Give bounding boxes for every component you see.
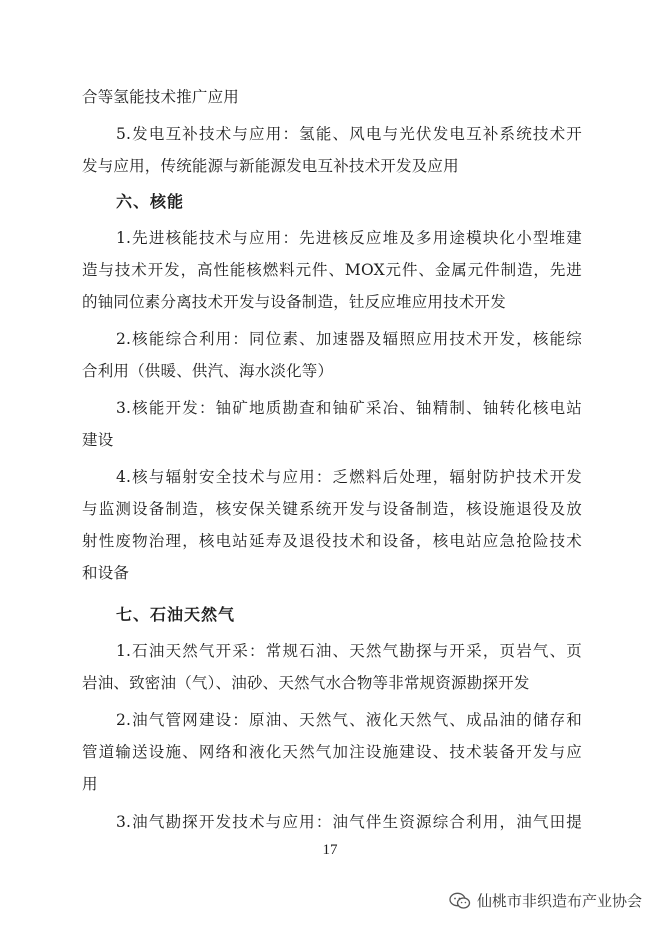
- text-line: 与监测设备制造，核安保关键系统开发与设备制造，核设施退役及放: [82, 500, 582, 518]
- text-line: 1.先进核能技术与应用：先进核反应堆及多用途模块化小型堆建: [116, 229, 582, 247]
- text-line: 用: [82, 775, 98, 793]
- text-line: 合利用（供暖、供汽、海水淡化等）: [82, 362, 334, 380]
- section-heading-nuclear: 六、核能: [116, 192, 185, 211]
- text-line: 3.核能开发：铀矿地质勘查和铀矿采冶、铀精制、铀转化核电站: [116, 399, 582, 417]
- wechat-watermark: [449, 890, 642, 911]
- text-line: 的铀同位素分离技术开发与设备制造，钍反应堆应用技术开发: [82, 293, 506, 311]
- wechat-icon: [449, 892, 471, 910]
- text-line: 1.石油天然气开采：常规石油、天然气勘探与开采，页岩气、页: [116, 642, 582, 660]
- text-line: 2.核能综合利用：同位素、加速器及辐照应用技术开发，核能综: [116, 330, 582, 348]
- text-line: 2.油气管网建设：原油、天然气、液化天然气、成品油的储存和: [116, 711, 582, 729]
- text-line: 合等氢能技术推广应用: [82, 88, 240, 106]
- text-line: 发与应用，传统能源与新能源发电互补技术开发及应用: [82, 157, 459, 175]
- text-line: 5.发电互补技术与应用：氢能、风电与光伏发电互补系统技术开: [116, 125, 582, 143]
- text-line: 射性废物治理，核电站延寿及退役技术和设备，核电站应急抢险技术: [82, 532, 582, 550]
- page-number: 17: [322, 842, 338, 858]
- text-line: 4.核与辐射安全技术与应用：乏燃料后处理，辐射防护技术开发: [116, 468, 582, 486]
- text-line: 造与技术开发，高性能核燃料元件、MOX元件、金属元件制造，先进: [82, 261, 582, 279]
- text-line: 和设备: [82, 564, 130, 582]
- text-line: 岩油、致密油（气）、油砂、天然气水合物等非常规资源勘探开发: [82, 674, 530, 692]
- text-line: 建设: [82, 431, 114, 449]
- text-line: 3.油气勘探开发技术与应用：油气伴生资源综合利用，油气田提: [116, 813, 582, 831]
- text-line: 管道输送设施、网络和液化天然气加注设施建设、技术装备开发与应: [82, 743, 582, 761]
- section-heading-oil-gas: 七、石油天然气: [116, 605, 236, 624]
- watermark-text: 仙桃市非织造布产业协会: [476, 892, 642, 910]
